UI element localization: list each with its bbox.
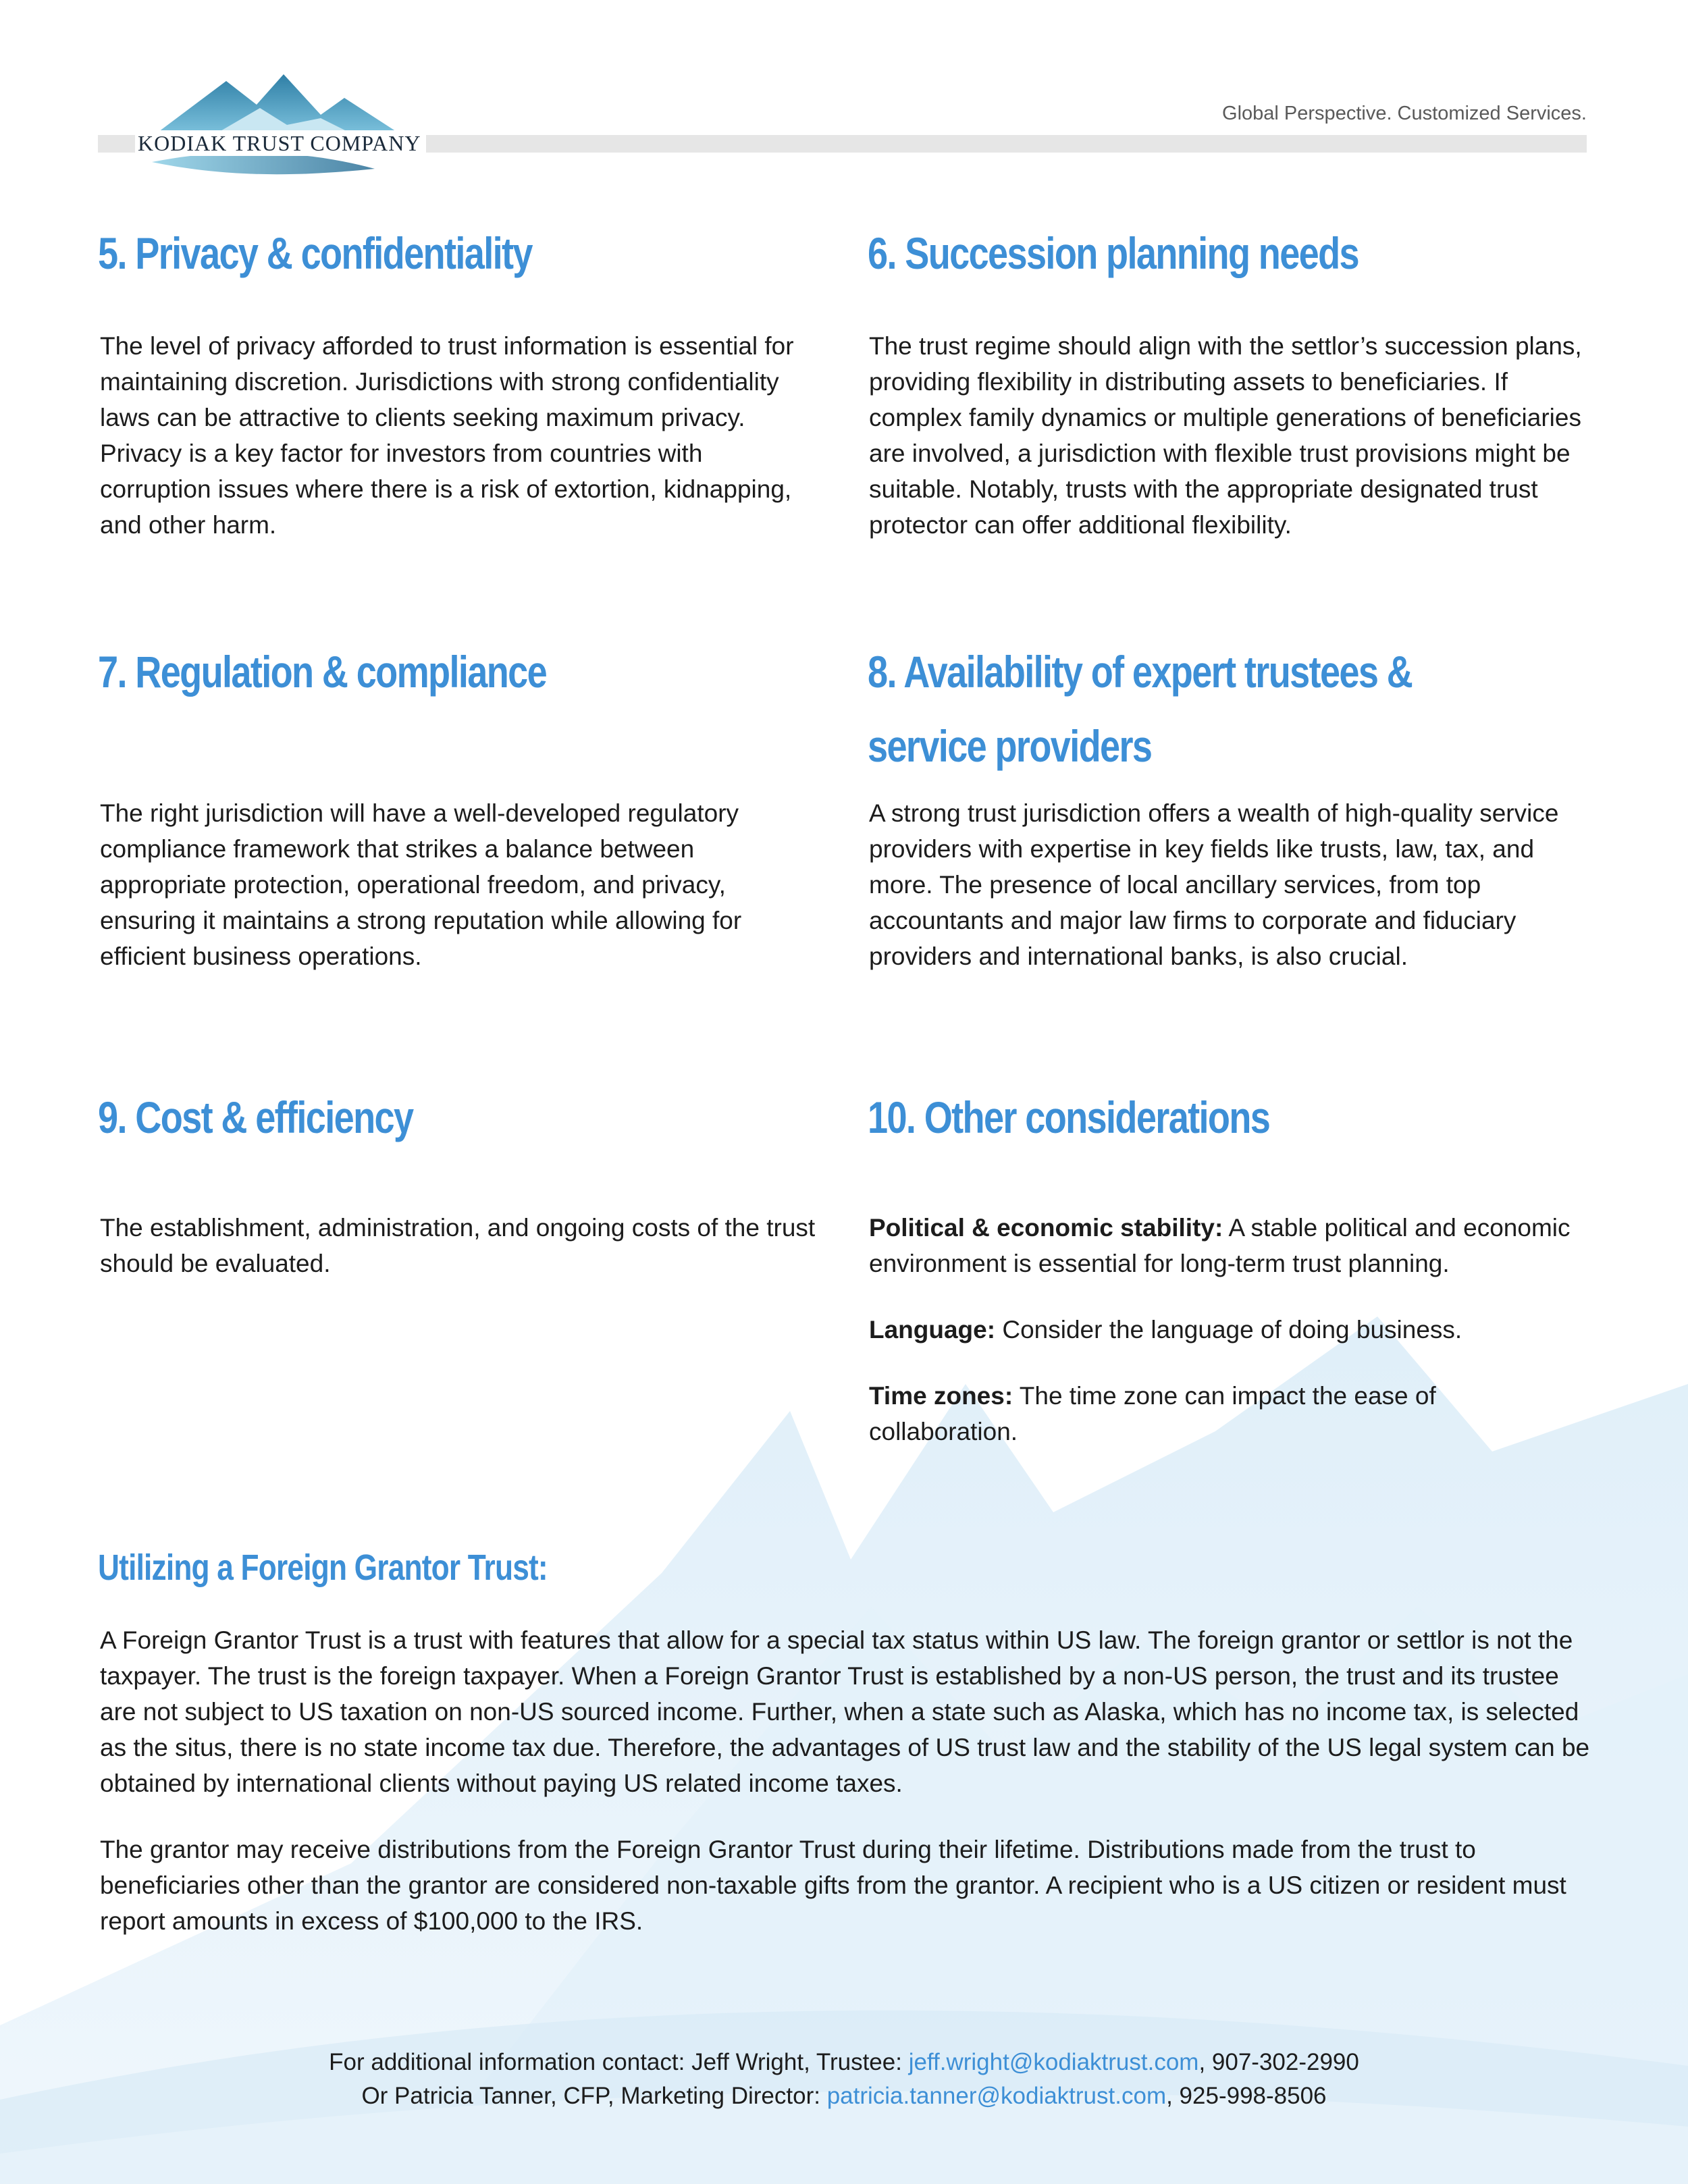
consideration-political (869, 1210, 1571, 1281)
section-8-title-line2: service providers (868, 721, 1152, 771)
footer-phone: , 907-302-2990 (1198, 2049, 1359, 2075)
patricia-tanner-email-link[interactable]: patricia.tanner@kodiaktrust.com (826, 2083, 1167, 2109)
section-10-title: 10. Other considerations (868, 1092, 1270, 1142)
section-6-body (869, 328, 1585, 543)
section-9-body (100, 1210, 816, 1281)
section-7-title: 7. Regulation & compliance (98, 647, 547, 697)
logo-text: KODIAK TRUST COMPANY (135, 130, 426, 156)
footer-contact-line-2 (0, 2079, 1688, 2113)
section-9-text: The establishment, administration, and ongoing costs of the trust should be evaluated. (100, 1214, 816, 1277)
grantor-paragraph-2: The grantor may receive distributions from the Foreign Grantor Trust during their lifetime. Distributions made from the trust to beneficiaries other than the grantor are considered non-taxable gifts from the grantor. A recipient who is a US citizen or resident must report amounts in excess of $100,000 to the IRS. (100, 1836, 1566, 1935)
grantor-trust-body (100, 1622, 1599, 1969)
consideration-text: Consider the language of doing business. (995, 1316, 1462, 1343)
consideration-time-zones (869, 1378, 1571, 1449)
section-10-body (869, 1210, 1571, 1480)
section-8-body (869, 795, 1585, 974)
jeff-wright-email-link[interactable]: jeff.wright@kodiaktrust.com (908, 2049, 1199, 2075)
consideration-label: Political & economic stability: (869, 1214, 1223, 1242)
section-6-title: 6. Succession planning needs (868, 228, 1359, 278)
footer-phone: , 925-998-8506 (1166, 2083, 1327, 2109)
section-7-body (100, 795, 809, 974)
consideration-label: Time zones: (869, 1382, 1013, 1410)
grantor-paragraph-1: A Foreign Grantor Trust is a trust with features that allow for a special tax status within US law. The foreign grantor or settlor is not the taxpayer. The trust is the foreign taxpayer. When a Foreign Grantor Trust is established by a non-US person, the trust and its trustee are not subject to US taxation on non-US sourced income. Further, when a state such as Alaska, which has no income tax, is selected as the situs, there is no state income tax due. Therefore, the advantages of US trust law and the stability of the US legal system can be obtained by international clients without paying US related income taxes. (100, 1626, 1590, 1797)
consideration-text: A stable political and economic environment is essential for long-term trust planning. (869, 1214, 1571, 1277)
section-8-text: A strong trust jurisdiction offers a wealth of high-quality service providers with expertise in key fields like trusts, law, tax, and more. The presence of local ancillary services, from top accountants and major law firms to corporate and fiduciary providers and international banks, is also crucial. (869, 799, 1559, 970)
footer-contact-text: For additional information contact: Jeff Wright, Trustee: (329, 2049, 909, 2075)
section-5-title: 5. Privacy & confidentiality (98, 228, 532, 278)
section-7-text: The right jurisdiction will have a well-developed regulatory compliance framework that strikes a balance between appropriate protection, operational freedom, and privacy, ensuring it maintains a strong reputation while allowing for efficient business operations. (100, 799, 742, 970)
section-5-body (100, 328, 802, 543)
section-6-text: The trust regime should align with the settlor’s succession plans, providing flexibility in distributing assets to beneficiaries. If complex family dynamics or multiple generations of beneficiaries are involved, a jurisdiction with flexible trust provisions might be suitable. Notably, trusts with the appropriate designated trust protector can offer additional flexibility. (869, 332, 1582, 539)
section-9-title: 9. Cost & efficiency (98, 1092, 413, 1142)
consideration-text: The time zone can impact the ease of collaboration. (869, 1382, 1436, 1445)
kodiak-mountain-logo-icon (132, 68, 469, 182)
grantor-trust-title: Utilizing a Foreign Grantor Trust: (98, 1547, 548, 1588)
section-8-title-line1: 8. Availability of expert trustees & (868, 647, 1413, 697)
header-tagline: Global Perspective. Customized Services. (1222, 103, 1587, 124)
section-5-text: The level of privacy afforded to trust information is essential for maintaining discretion. Jurisdictions with strong confidentiality laws can be attractive to clients seeking maximum privacy. Privacy is a key factor for investors from countries with corruption issues where there is a risk of extortion, kidnapping, and other harm. (100, 332, 794, 539)
footer-contact-line-1 (0, 2046, 1688, 2079)
consideration-label: Language: (869, 1316, 996, 1343)
consideration-language (869, 1312, 1571, 1348)
footer-contact-text: Or Patricia Tanner, CFP, Marketing Director: (361, 2083, 827, 2109)
